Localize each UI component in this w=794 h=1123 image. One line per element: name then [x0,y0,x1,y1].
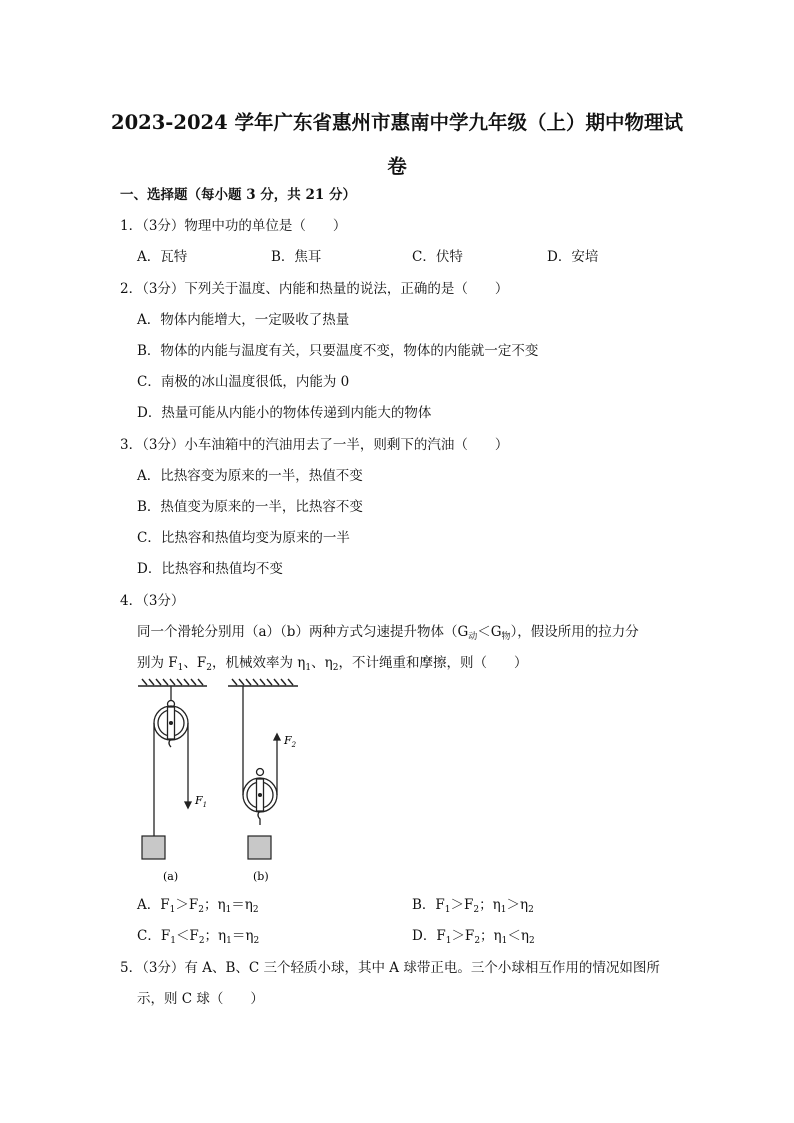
q4-body-prefix: 同一个滑轮分别用（a）（b）两种方式匀速提升物体（G [137,624,469,640]
label-f1: $F_1$ [195,794,208,809]
q4-sub-eta2: 2 [332,663,339,673]
label-f2: $F_2$ [284,734,297,749]
q2-option-c: C．南极的冰山温度很低，内能为 0 [137,374,350,390]
q3-option-d: D．比热容和热值均不变 [137,561,283,577]
q4-body-line-2 [137,654,527,677]
q4-body-line-1 [137,623,639,646]
q4-line2-prefix: 别为 F [137,655,178,671]
q2-option-d: D．热量可能从内能小的物体传递到内能大的物体 [137,405,432,421]
q4-sub-eta1: 1 [305,663,312,673]
q1-stem: 1．（3分）物理中功的单位是（ ） [120,218,347,234]
movable-pulley [243,686,280,825]
pulley-figure [130,676,310,888]
q2-stem: 2．（3分）下列关于温度、内能和热量的说法，正确的是（ ） [120,281,509,297]
weight-b [248,836,271,859]
q1-option-a: A．瓦特 [137,249,188,265]
q4-lt: ＜G [477,624,502,640]
q3-option-a: A．比热容变为原来的一半，热值不变 [137,468,363,484]
q3-option-c: C．比热容和热值均变为原来的一半 [137,530,350,546]
q2-option-a: A．物体内能增大，一定吸收了热量 [137,312,350,328]
q2-option-b: B．物体的内能与温度有关，只要温度不变，物体的内能就一定不变 [137,343,539,359]
q4-line2-mid: ，机械效率为 η [212,655,306,671]
page-title [110,101,684,189]
weight-a [142,836,165,859]
fixed-pulley [154,686,191,836]
q4-sub-dong: 动 [468,632,478,642]
q4-sub-f2: 2 [206,663,213,673]
q4-option-d: D．$F_1>F_2$；$\eta_1<\eta_2$ [412,928,535,946]
ceiling-a [138,679,207,686]
q4-stem: 4．（3分） [120,593,185,609]
q3-option-b: B．热值变为原来的一半，比热容不变 [137,499,363,515]
q4-sub-wu: 物 [501,632,511,642]
caption-a: (a) [163,870,179,883]
q3-stem: 3．（3分）小车油箱中的汽油用去了一半，则剩下的汽油（ ） [120,437,509,453]
q4-option-c: C．$F_1<F_2$；$\eta_1=\eta_2$ [137,928,260,946]
ceiling-b [228,679,298,686]
title-line-2: 卷 [387,155,407,178]
q4-option-b: B．$F_1>F_2$；$\eta_1>\eta_2$ [412,897,534,915]
caption-b: (b) [253,870,269,883]
q1-option-b: B．焦耳 [271,249,322,265]
title-line-1: 2023-2024 学年广东省惠州市惠南中学九年级（上）期中物理试 [111,111,683,134]
q1-option-c: C．伏特 [412,249,463,265]
section-heading: 一、选择题（每小题 3 分，共 21 分） [120,187,356,203]
q4-option-a: A．$F_1>F_2$；$\eta_1=\eta_2$ [137,897,259,915]
q5-stem: 5．（3分）有 A、B、C 三个轻质小球，其中 A 球带正电。三个小球相互作用的情况如图所 [120,960,660,976]
q4-line2-eta2: 、η [311,655,333,671]
q1-option-d: D．安培 [547,249,599,265]
q4-line2-f2: 、F [183,655,207,671]
q4-body-suffix: ），假设所用的拉力分 [510,624,639,640]
q5-stem-line-2: 示，则 C 球（ ） [137,991,264,1007]
q4-sub-f1: 1 [177,663,184,673]
q4-line2-suffix: ，不计绳重和摩擦，则（ ） [338,655,528,671]
